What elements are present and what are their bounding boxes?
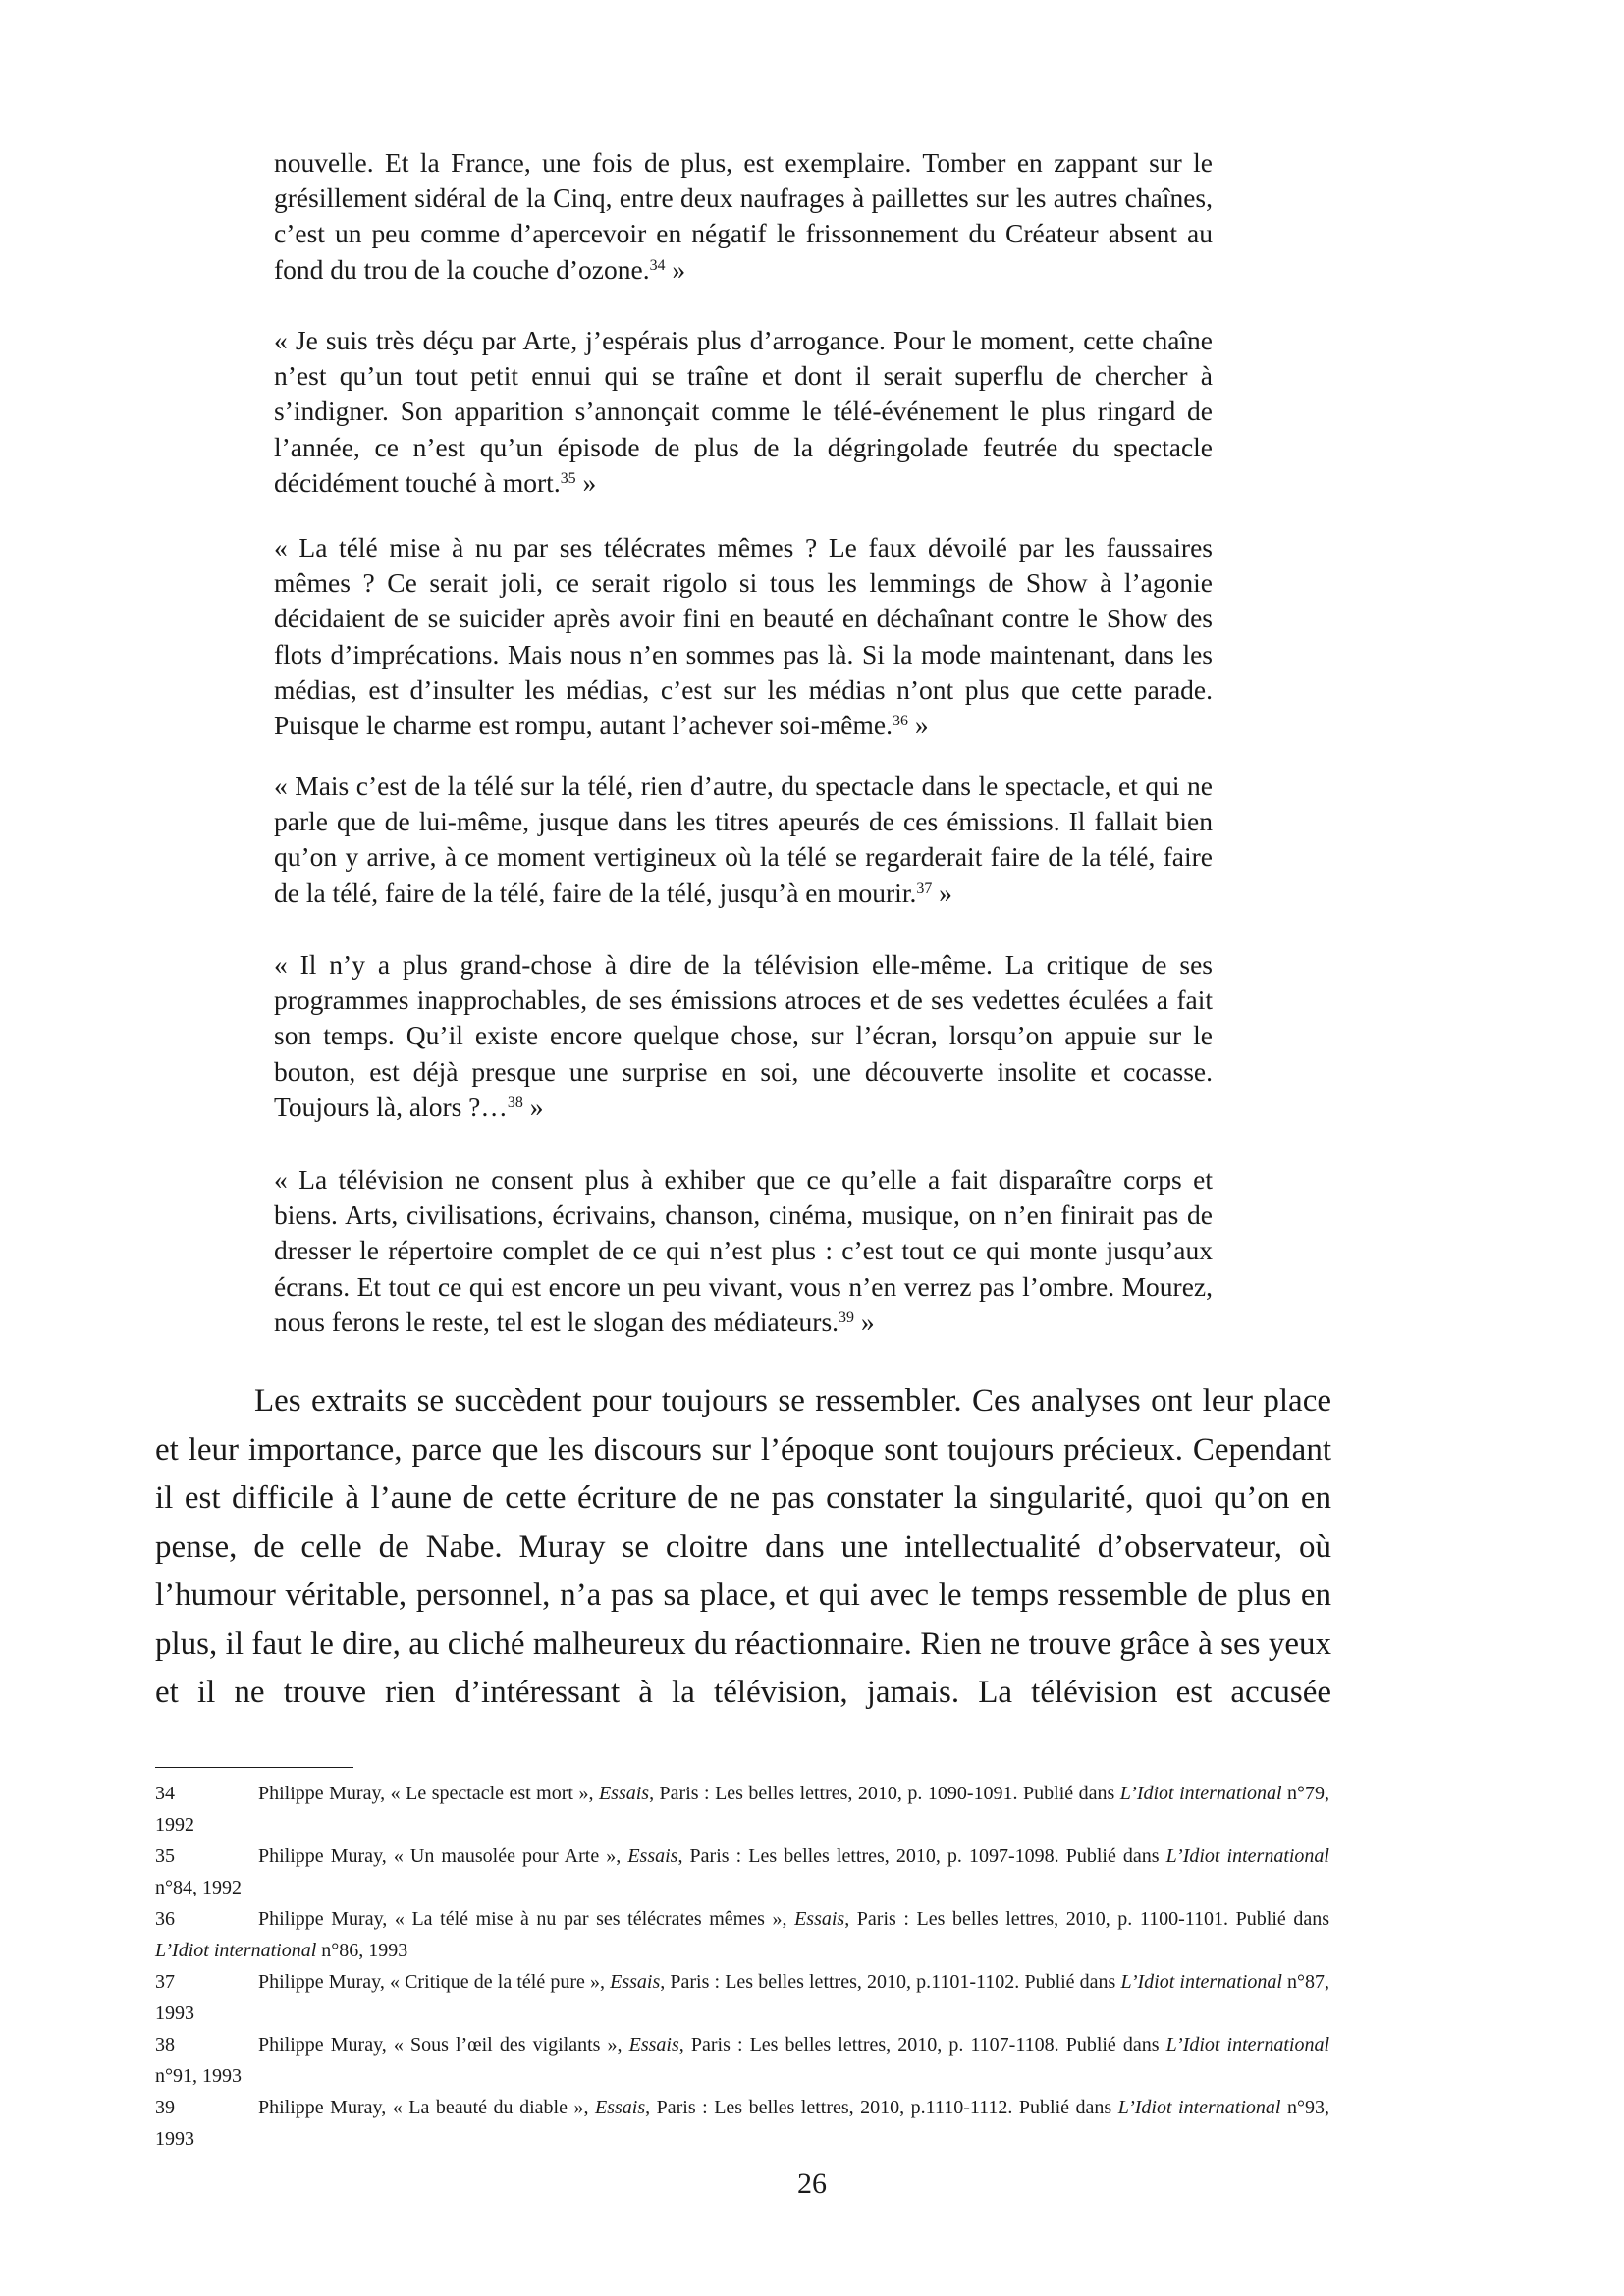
block-quote	[274, 769, 1213, 911]
book-title: Essais	[594, 2097, 646, 2118]
quote-close: »	[932, 877, 952, 908]
footnote	[155, 1842, 1329, 1903]
footnote-text: Philippe Muray, « Sous l’œil des vigilants »,	[258, 2034, 629, 2056]
page-number: 26	[797, 2167, 827, 2200]
footnote-text: , Paris : Les belles lettres, 2010, p. 1090-1091. Publié dans	[649, 1783, 1120, 1804]
footnote-reference[interactable]: 38	[507, 1095, 523, 1112]
footnote-text: Philippe Muray, « Le spectacle est mort »,	[258, 1783, 599, 1804]
footnote-text: Philippe Muray, « Un mausolée pour Arte »,	[258, 1845, 628, 1867]
block-quote	[274, 323, 1213, 501]
quote-close: »	[853, 1306, 875, 1337]
footnote	[155, 2093, 1329, 2155]
footnote-number: 38	[155, 2034, 175, 2056]
quote-close: »	[575, 466, 597, 498]
quote-text: « Je suis très déçu par Arte, j’espérais plus d’arrogance. Pour le moment, cette chaîne n’est qu’un tout petit ennui qui se traîne et dont il serait superflu de chercher à s’indigner. Son apparition s’annonçait comme le télé-événement le plus ringard de l’année, ce n’est qu’un épisode de plus de la dégringolade feutrée du spectacle décidément touché à mort.	[274, 325, 1213, 498]
footnote-text: Philippe Muray, « La télé mise à nu par ses télécrates mêmes »,	[258, 1908, 795, 1930]
footnote-text: Philippe Muray, « La beauté du diable »,	[258, 2097, 595, 2118]
book-title: Essais	[627, 1845, 678, 1867]
footnote	[155, 1779, 1329, 1841]
book-title: Essais	[794, 1908, 845, 1930]
quote-text: « La télévision ne consent plus à exhiber que ce qu’elle a fait disparaître corps et biens. Arts, civilisations, écrivains, chanson, cinéma, musique, on n’en finirait pas de dresser le répertoire complet de ce qui n’est plus : c’est tout ce qui monte jusqu’aux écrans. Et tout ce qui est encore un peu vivant, vous n’en verrez pas l’ombre. Mourez, nous ferons le reste, tel est le slogan des médiateurs.	[274, 1164, 1213, 1337]
footnote-reference[interactable]: 37	[916, 880, 933, 897]
book-title: Essais	[598, 1783, 650, 1804]
journal-title: L’Idiot international	[1165, 1845, 1329, 1867]
quote-text: « Mais c’est de la télé sur la télé, rien d’autre, du spectacle dans le spectacle, et qui ne parle que de lui-même, jusque dans les titres apeurés de ces émissions. Il fallait bien qu’on y arrive, à ce moment vertigineux où la télé se regarderait faire de la télé, faire de la télé, faire de la télé, faire de la télé, jusqu’à en mourir.	[274, 771, 1213, 908]
body-paragraph: Les extraits se succèdent pour toujours se ressembler. Ces analyses ont leur place et leur importance, parce que les discours sur l’époque sont toujours précieux. Cependant il est difficile à l’aune de cette écriture de ne pas constater la singularité, quoi qu’on en pense, de celle de Nabe. Muray se cloitre dans une intellectualité d’observateur, où l’humour véritable, personnel, n’a pas sa place, et qui avec le temps ressemble de plus en plus, il faut le dire, au cliché malheureux du réactionnaire. Rien ne trouve grâce à ses yeux et il ne trouve rien d’intéressant à la télévision, jamais. La télévision est accusée	[155, 1383, 1331, 1710]
journal-title: L’Idiot international	[155, 1939, 317, 1961]
footnote-text: , Paris : Les belles lettres, 2010, p.1101-1102. Publié dans	[660, 1971, 1121, 1993]
footnote-text: , Paris : Les belles lettres, 2010, p. 1100-1101. Publié dans	[844, 1908, 1330, 1930]
footnote-number: 39	[155, 2097, 175, 2118]
quote-close: »	[907, 710, 929, 741]
footnote-reference[interactable]: 34	[649, 256, 666, 274]
footnote	[155, 1967, 1329, 2029]
footnote-text: n°93, 1993	[155, 2097, 1329, 2150]
footnote-text: Philippe Muray, « Critique de la télé pure »,	[258, 1971, 611, 1993]
block-quote	[274, 145, 1213, 288]
block-quote	[274, 1162, 1213, 1340]
quote-close: »	[665, 253, 686, 285]
block-quote	[274, 530, 1213, 743]
footnote-text: , Paris : Les belles lettres, 2010, p.1110-1112. Publié dans	[645, 2097, 1118, 2118]
book-title: Essais	[628, 2034, 679, 2056]
footnote-text: , Paris : Les belles lettres, 2010, p. 1107-1108. Publié dans	[678, 2034, 1166, 2056]
footnote-text: n°87, 1993	[155, 1971, 1330, 2024]
footnote	[155, 1904, 1329, 1966]
footnote-number: 34	[155, 1783, 175, 1804]
footnote-text: n°84, 1992	[155, 1876, 242, 1898]
book-title: Essais	[610, 1971, 661, 1993]
quote-close: »	[522, 1091, 544, 1122]
quote-text: « La télé mise à nu par ses télécrates mêmes ? Le faux dévoilé par les faussaires mêmes ? Ce serait joli, ce serait rigolo si tous les lemmings de Show à l’agonie décidaient de se suicider après avoir fini en beauté en déchaînant contre le Show des flots d’imprécations. Mais nous n’en sommes pas là. Si la mode maintenant, dans les médias, est d’insulter les médias, c’est sur les médias n’ont plus que cette parade. Puisque le charme est rompu, autant l’achever soi-même.	[274, 532, 1213, 741]
journal-title: L’Idiot international	[1165, 2034, 1330, 2056]
footnote-reference[interactable]: 36	[893, 713, 908, 730]
footnote-separator	[155, 1767, 353, 1768]
footnote-number: 35	[155, 1845, 175, 1867]
footnote-reference[interactable]: 39	[839, 1309, 854, 1327]
footnote-number: 36	[155, 1908, 175, 1930]
footnote-text: n°86, 1993	[316, 1939, 408, 1961]
journal-title: L’Idiot international	[1120, 1971, 1282, 1993]
quote-text: « Il n’y a plus grand-chose à dire de la télévision elle-même. La critique de ses programmes inapprochables, de ses émissions atroces et de ses vedettes éculées a fait son temps. Qu’il existe encore quelque chose, sur l’écran, lorsqu’on appuie sur le bouton, est déjà presque une surprise en soi, une découverte insolite et cocasse. Toujours là, alors ?…	[274, 949, 1213, 1122]
quote-text: nouvelle. Et la France, une fois de plus, est exemplaire. Tomber en zappant sur le grésillement sidéral de la Cinq, entre deux naufrages à paillettes sur les autres chaînes, c’est un peu comme d’apercevoir en négatif le frissonnement du Créateur absent au fond du trou de la couche d’ozone.	[274, 147, 1213, 285]
footnote-text: n°79, 1992	[155, 1783, 1330, 1836]
footnote-number: 37	[155, 1971, 175, 1993]
footnote-text: , Paris : Les belles lettres, 2010, p. 1097-1098. Publié dans	[677, 1845, 1166, 1867]
footnote-text: n°91, 1993	[155, 2064, 242, 2087]
footnote	[155, 2030, 1329, 2092]
footnote-reference[interactable]: 35	[560, 470, 576, 488]
block-quote	[274, 947, 1213, 1125]
journal-title: L’Idiot international	[1119, 1783, 1282, 1804]
journal-title: L’Idiot international	[1117, 2097, 1281, 2118]
